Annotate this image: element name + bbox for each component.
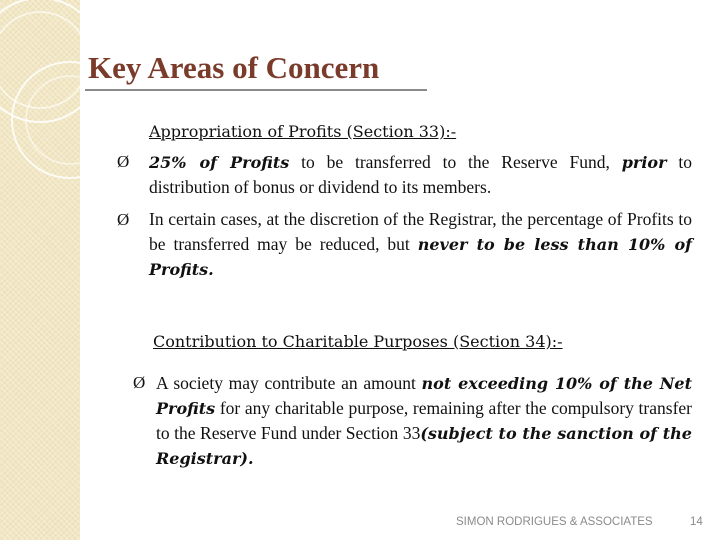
body-text: to be transferred to the Reserve Fund, — [289, 152, 622, 172]
bullet-arrow-icon: Ø — [133, 373, 146, 392]
slide-title: Key Areas of Concern — [88, 50, 380, 85]
emphasis-text: prior — [621, 153, 667, 172]
body-text: to distribution of bonus or dividend to its members. — [149, 152, 692, 197]
footer-firm-name: SIMON RODRIGUES & ASSOCIATES — [456, 516, 653, 528]
appropriation-item-1 — [149, 150, 692, 200]
emphasis-text: not exceeding 10% of the Net Profits — [156, 374, 693, 418]
appropriation-item-2 — [149, 207, 692, 282]
bullet-arrow-icon: Ø — [117, 210, 130, 229]
body-text: In certain cases, at the discretion of the Registrar, the percentage of Profits to be transferred may be reduced, but — [149, 209, 692, 254]
section-heading-charitable: Contribution to Charitable Purposes (Section 34):- — [153, 332, 563, 351]
page-number: 14 — [690, 516, 703, 528]
charitable-item-1 — [156, 371, 692, 471]
emphasis-text: never to be less than 10% of Profits. — [149, 235, 693, 279]
emphasis-text: 25% of Profits — [149, 153, 290, 172]
decorative-circles — [0, 0, 160, 200]
body-text: A society may contribute an amount — [156, 373, 422, 393]
title-underline-rule — [85, 89, 427, 91]
section-heading-appropriation: Appropriation of Profits (Section 33):- — [149, 122, 457, 141]
slide-title-container — [88, 50, 379, 86]
bullet-arrow-icon: Ø — [117, 152, 130, 171]
emphasis-text: (subject to the sanction of the Registrar). — [156, 424, 692, 468]
body-text: for any charitable purpose, remaining after the compulsory transfer to the Reserve Fund under Section 33 — [156, 398, 692, 443]
